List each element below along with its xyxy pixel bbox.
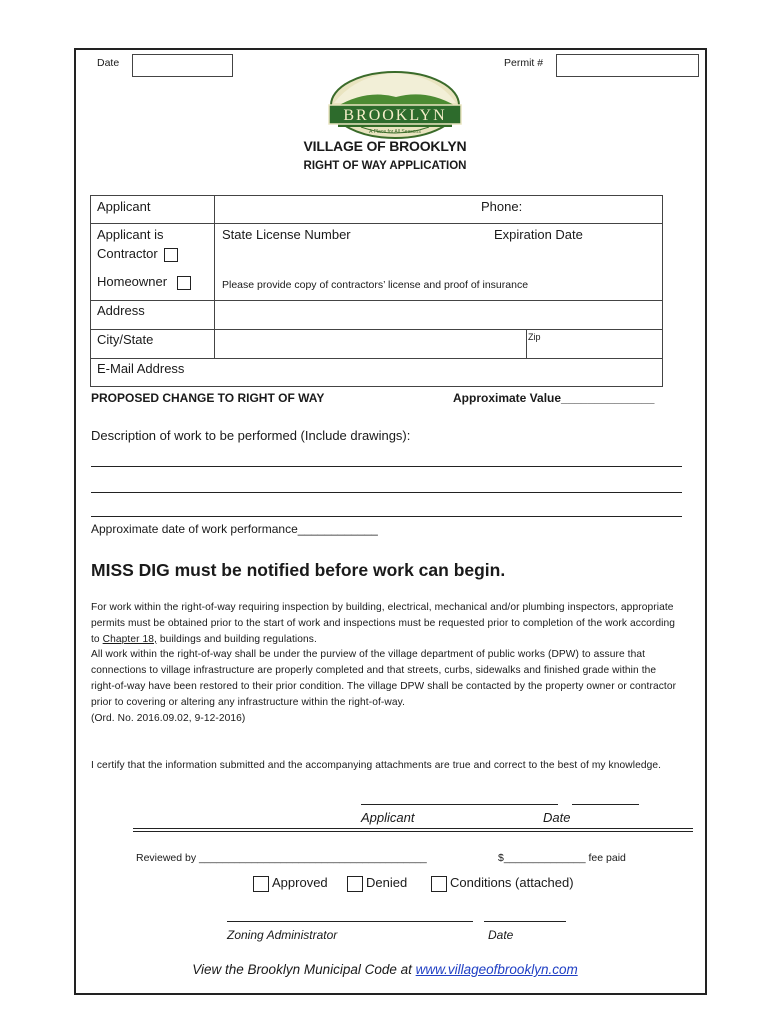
footer-text: View the Brooklyn Municipal Code at bbox=[192, 962, 416, 977]
fee-paid[interactable]: $______________ fee paid bbox=[498, 852, 626, 864]
license-note: Please provide copy of contractors’ license and proof of insurance bbox=[222, 279, 529, 291]
footer bbox=[0, 962, 770, 977]
approved-label: Approved bbox=[272, 875, 328, 890]
homeowner-option[interactable] bbox=[97, 274, 191, 290]
email-label: E-Mail Address bbox=[97, 361, 185, 376]
homeowner-checkbox[interactable] bbox=[177, 276, 191, 290]
zoning-admin-label: Zoning Administrator bbox=[227, 928, 338, 942]
logo-tagline: A Place for All Seasons bbox=[369, 129, 421, 135]
homeowner-label: Homeowner bbox=[97, 274, 168, 289]
certification-text: I certify that the information submitted and the accompanying attachments are true and correct to the best of my knowledge. bbox=[91, 760, 662, 771]
denied-option[interactable] bbox=[347, 875, 407, 892]
applicant-date-label: Date bbox=[543, 810, 571, 825]
logo-wordmark: BROOKLYN bbox=[343, 107, 447, 124]
denied-checkbox[interactable] bbox=[347, 876, 363, 892]
page-title: VILLAGE OF BROOKLYN bbox=[303, 138, 467, 154]
ordinance-reference: (Ord. No. 2016.09.02, 9-12-2016) bbox=[91, 712, 246, 724]
permit-label: Permit # bbox=[504, 57, 544, 69]
applicant-table-grid bbox=[90, 195, 665, 388]
page-subtitle: RIGHT OF WAY APPLICATION bbox=[303, 160, 467, 172]
contractor-option[interactable] bbox=[97, 246, 178, 262]
zoning-admin-signature-line[interactable] bbox=[227, 921, 473, 922]
applicant-date-line[interactable] bbox=[572, 804, 639, 805]
section-divider bbox=[133, 828, 693, 832]
description-line-1[interactable] bbox=[91, 466, 682, 467]
address-label: Address bbox=[97, 303, 145, 318]
city-state-label: City/State bbox=[97, 332, 154, 347]
paragraph-dpw: All work within the right-of-way shall be under the purview of the village department of public works (DPW) to assure that connections to village infrastructure are properly completed and that streets, curbs, sidewalks and finished grade within the right-of-way have been restored to their prior condition. The village DPW shall be contacted by the property owner or contractor prior to covering or altering any infrastructure within the right-of-way. bbox=[91, 649, 677, 708]
brooklyn-logo bbox=[326, 67, 464, 139]
miss-dig-notice: MISS DIG must be notified before work can begin. bbox=[91, 560, 506, 580]
applicant-signature-label: Applicant bbox=[361, 810, 415, 825]
description-line-2[interactable] bbox=[91, 492, 682, 493]
date-field[interactable] bbox=[132, 54, 233, 77]
applicant-is-label: Applicant is bbox=[97, 227, 164, 242]
conditions-label: Conditions (attached) bbox=[450, 875, 574, 890]
expiration-date-label: Expiration Date bbox=[494, 227, 583, 242]
reviewed-by[interactable]: Reviewed by _______________________________________ bbox=[136, 852, 427, 864]
municipal-code-link[interactable]: www.villageofbrooklyn.com bbox=[415, 962, 578, 977]
applicant-label: Applicant bbox=[97, 199, 151, 214]
conditions-checkbox[interactable] bbox=[431, 876, 447, 892]
paragraph-permits: For work within the right-of-way requiring inspection by building, electrical, mechanical and/or plumbing inspectors, appropriate permits must be obtained prior to the start of work and inspections must be requested prior to completion of the work according to Chapter 18, buildings and building regulations. bbox=[91, 602, 676, 645]
state-license-label: State License Number bbox=[222, 227, 351, 242]
zoning-date-line[interactable] bbox=[484, 921, 566, 922]
regulations-text bbox=[91, 600, 681, 726]
proposed-change-heading: PROPOSED CHANGE TO RIGHT OF WAY bbox=[91, 391, 325, 405]
contractor-checkbox[interactable] bbox=[164, 248, 178, 262]
approximate-value: Approximate Value______________ bbox=[453, 391, 655, 405]
description-label: Description of work to be performed (Include drawings): bbox=[91, 428, 411, 443]
description-line-3[interactable] bbox=[91, 516, 682, 517]
approved-option[interactable] bbox=[253, 875, 328, 892]
date-label: Date bbox=[97, 57, 120, 69]
contractor-label: Contractor bbox=[97, 246, 158, 261]
applicant-signature-line[interactable] bbox=[361, 804, 558, 805]
permit-field[interactable] bbox=[556, 54, 699, 77]
zip-label: Zip bbox=[528, 332, 541, 342]
chapter-18-link[interactable]: Chapter 18, bbox=[102, 633, 157, 645]
approved-checkbox[interactable] bbox=[253, 876, 269, 892]
denied-label: Denied bbox=[366, 875, 408, 890]
conditions-option[interactable] bbox=[431, 875, 574, 892]
approximate-date: Approximate date of work performance____________ bbox=[91, 522, 378, 536]
phone-label: Phone: bbox=[481, 199, 523, 214]
zoning-date-label: Date bbox=[488, 928, 514, 942]
